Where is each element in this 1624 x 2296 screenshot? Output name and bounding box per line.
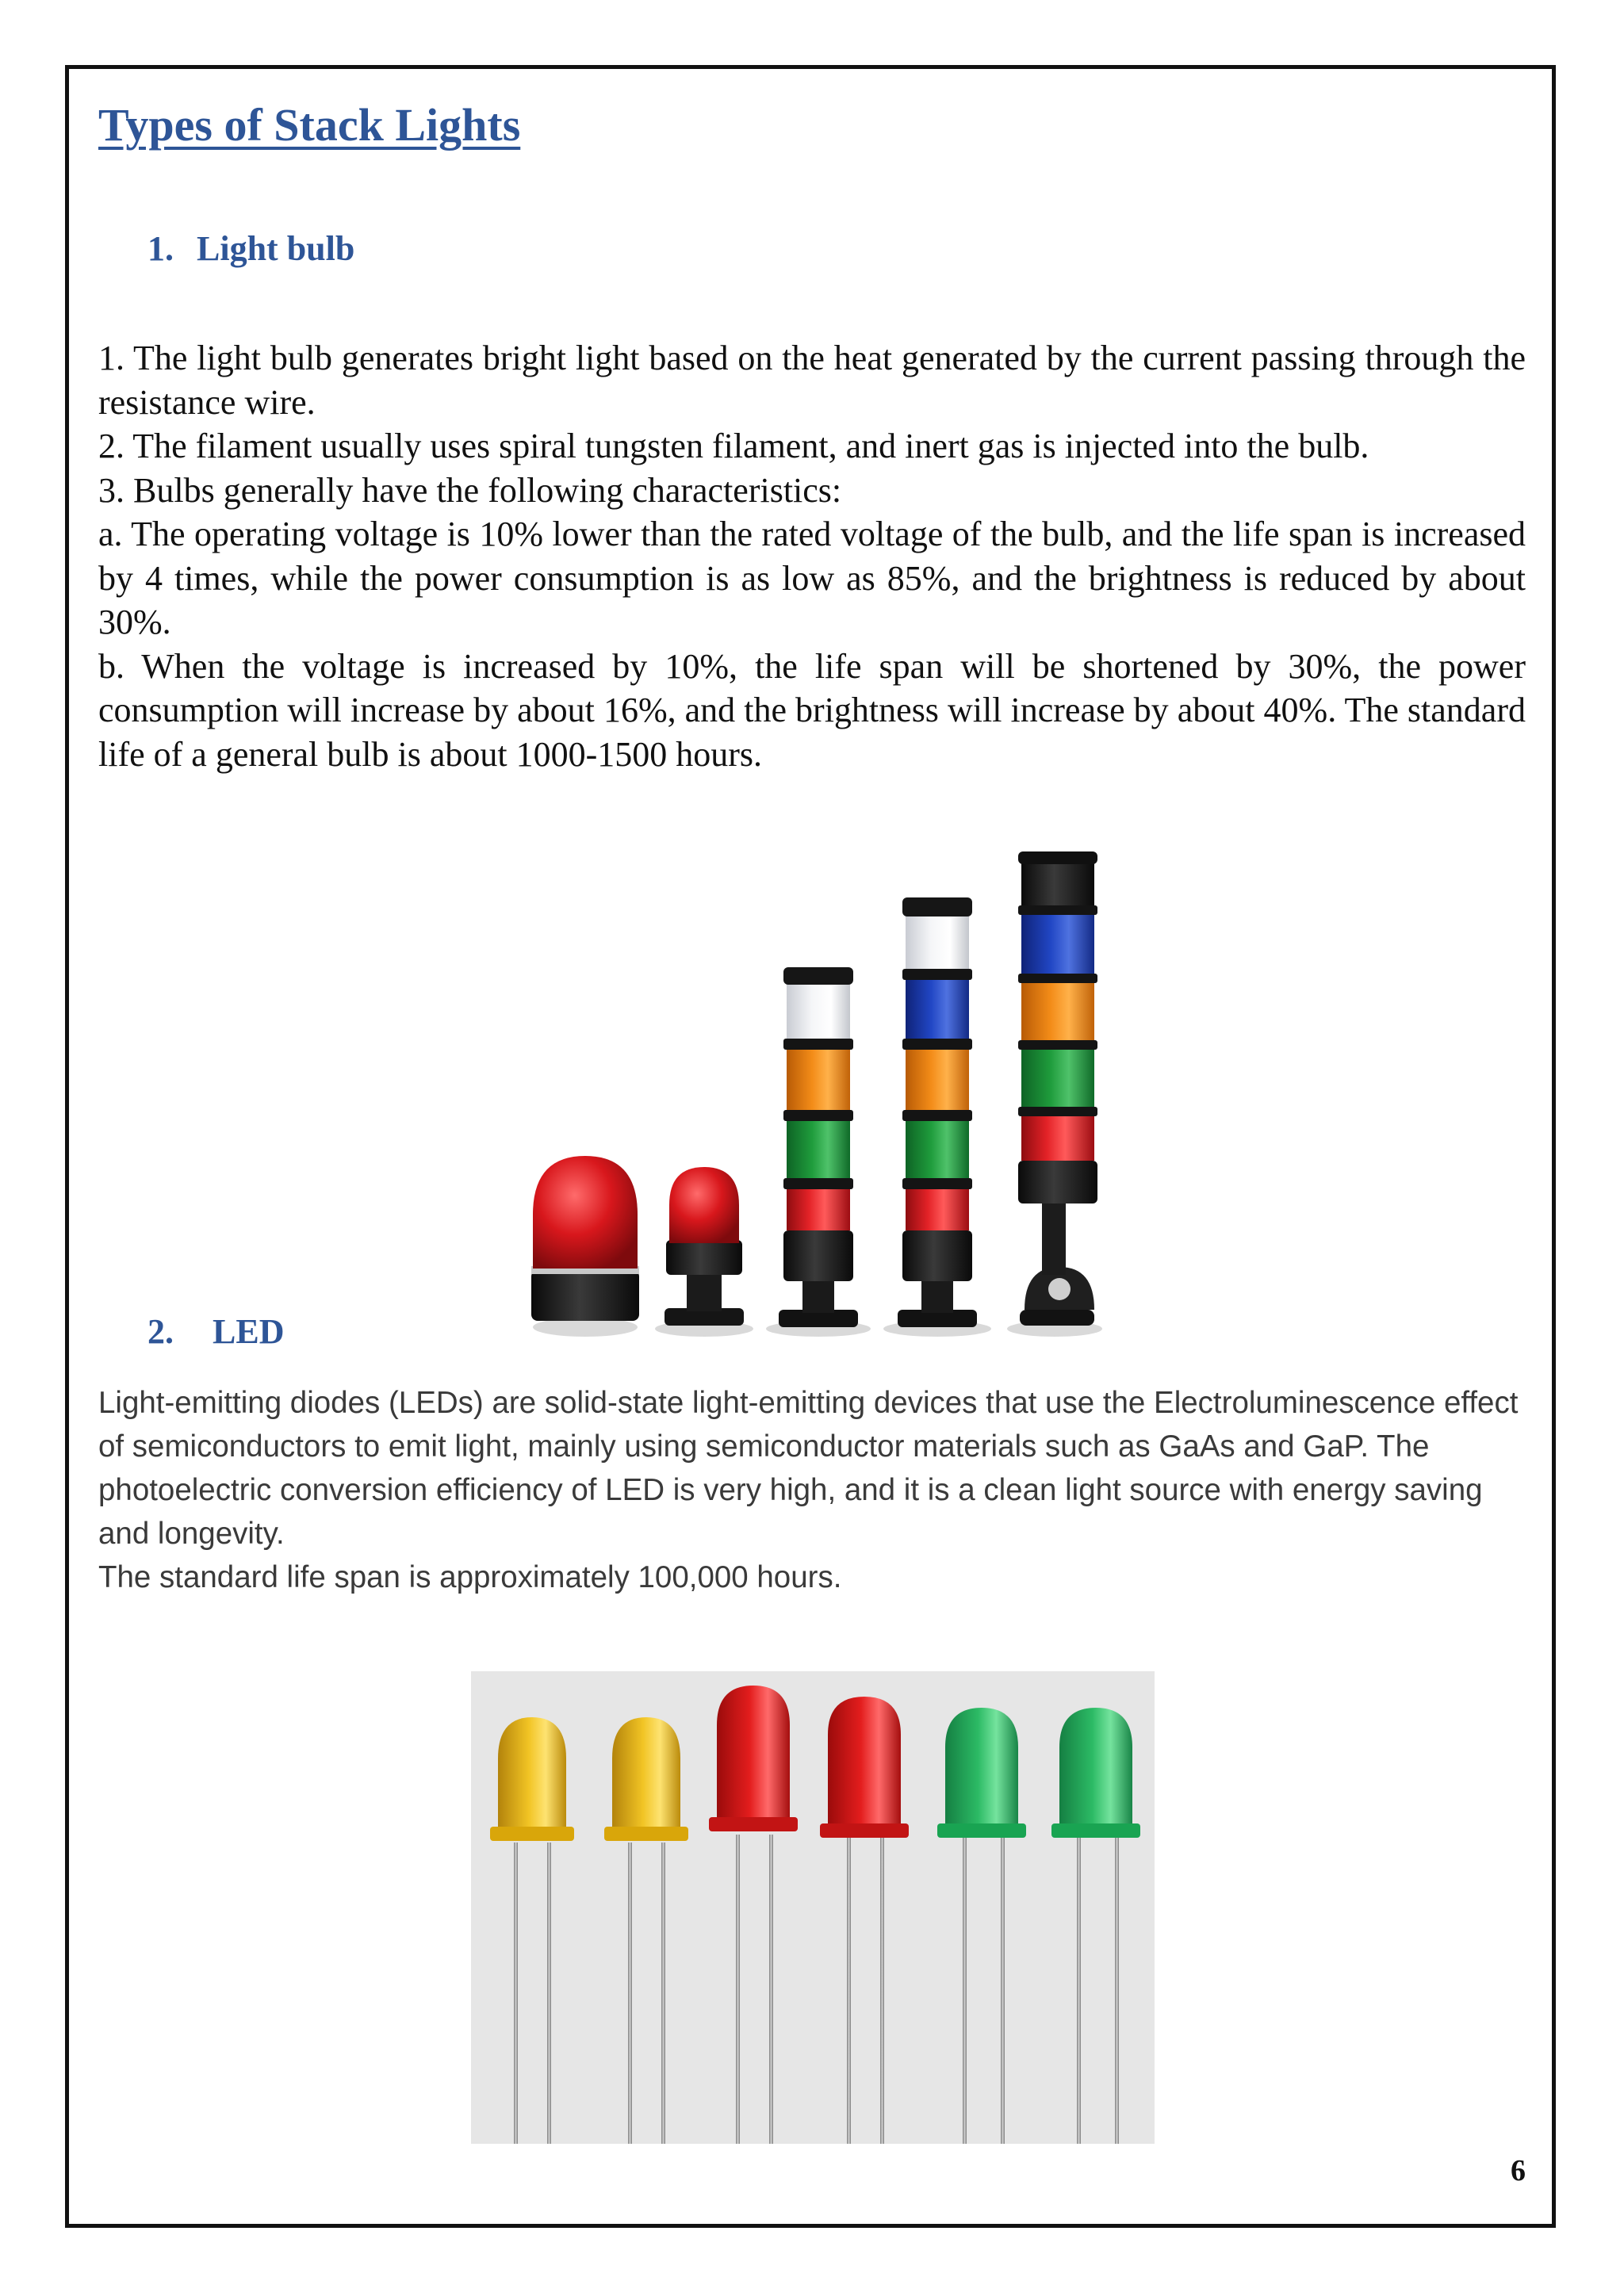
stack-tower-five-tier (883, 897, 991, 1337)
stack-tower-four-tier (766, 967, 871, 1337)
section-number: 1. (147, 229, 174, 268)
stack-tower-bracket-mount (1007, 851, 1102, 1337)
section-heading-text: LED (213, 1312, 285, 1351)
section-heading-text: Light bulb (197, 229, 355, 268)
paragraph: 3. Bulbs generally have the following characteristics: (98, 470, 842, 510)
page-title: Types of Stack Lights (98, 99, 521, 151)
section-heading-light-bulb (147, 228, 354, 269)
paragraph: 2. The filament usually uses spiral tungsten filament, and inert gas is injected into the bulb. (98, 427, 1369, 465)
dome-beacon-large (531, 1156, 639, 1337)
section-number: 2. (147, 1312, 174, 1351)
paragraph: b. When the voltage is increased by 10%, the life span will be shortened by 30%, the power consumption will increase by about 16%, and the brightness will increase by about 40%. The standard life of a general bulb is about 1000-1500 hours. (98, 646, 1526, 774)
led-diodes-photo (471, 1671, 1155, 2144)
paragraph: The standard life span is approximately 100,000 hours. (98, 1560, 842, 1594)
led-body (98, 1381, 1530, 1599)
paragraph: 1. The light bulb generates bright light based on the heat generated by the current passing through the resistance wire. (98, 339, 1526, 422)
paragraph: a. The operating voltage is 10% lower than the rated voltage of the bulb, and the life span is increased by 4 times, while the power consumption is as low as 85%, and the brightness is reduced by about 30%. (98, 515, 1526, 641)
section-heading-led (147, 1311, 284, 1352)
page-number: 6 (1511, 2154, 1526, 2187)
paragraph: Light-emitting diodes (LEDs) are solid-state light-emitting devices that use the Electroluminescence effect of semiconductors to emit light, mainly using semiconductor materials such as GaAs and GaP. The photoelectric conversion efficiency of LED is very high, and it is a clean light source with energy saving and longevity. (98, 1386, 1519, 1551)
light-bulb-body (98, 336, 1526, 776)
dome-beacon-small (655, 1167, 753, 1337)
stack-light-towers-photo (147, 802, 1480, 1357)
